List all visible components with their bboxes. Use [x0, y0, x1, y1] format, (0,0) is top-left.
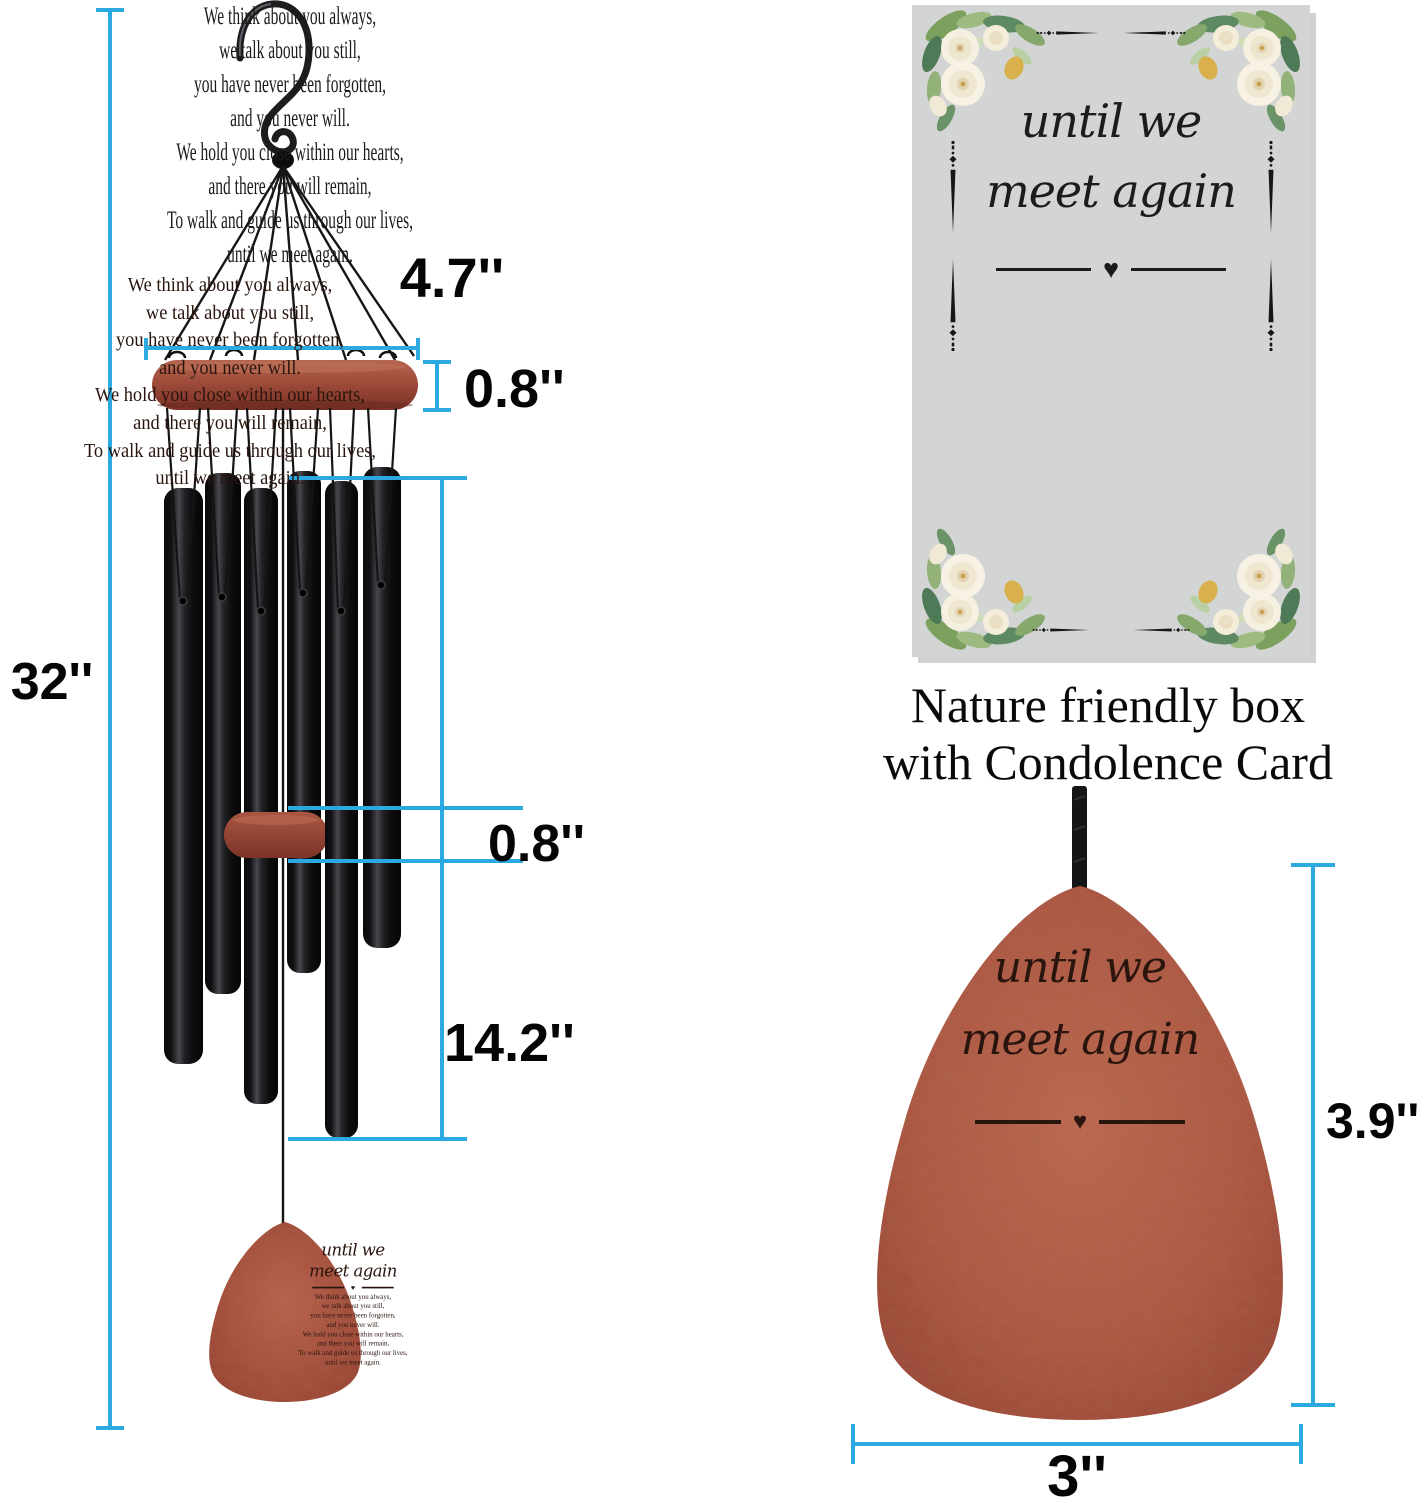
chime-tube	[244, 488, 278, 1104]
poem-line: until we meet again.	[227, 241, 353, 268]
label-sail-width: 3''	[1047, 1444, 1107, 1500]
poem-line: you have never been forgotten,	[310, 1311, 396, 1320]
small-sail-title-line1: until we	[321, 1240, 385, 1260]
chime-tube	[205, 473, 241, 994]
heart-icon: ♥	[1072, 1108, 1088, 1135]
small-sail-engraving	[271, 1240, 436, 1367]
poem-line: and you never will.	[326, 1320, 380, 1329]
sail-title-line1: until we	[993, 942, 1167, 993]
chime-tube	[164, 488, 203, 1064]
label-ring-thickness: 0.8''	[464, 359, 565, 419]
poem-line: until we meet again.	[325, 1358, 381, 1366]
label-tube-length: 14.2''	[444, 1013, 575, 1073]
poem-line: We think about you always,	[203, 3, 377, 30]
poem-line: We hold you close within our hearts,	[176, 139, 404, 166]
small-sail-heart-divider	[271, 1284, 436, 1291]
sail-poem	[18, 272, 441, 493]
divider-line	[362, 1287, 394, 1288]
divider-line	[312, 1287, 344, 1288]
poem-line: and there you will remain,	[133, 411, 327, 434]
card-poem	[110, 0, 470, 272]
poem-line: We think about you always,	[314, 1292, 392, 1301]
sail-closeup	[877, 786, 1283, 1420]
label-striker-thickness: 0.8''	[488, 815, 586, 873]
card-title-line2: meet again	[986, 164, 1236, 218]
caption-line2: with Condolence Card	[883, 734, 1333, 790]
label-sail-height: 3.9''	[1326, 1093, 1420, 1149]
poem-line: We hold you close within our hearts,	[302, 1330, 404, 1338]
poem-line: We think about you always,	[127, 274, 333, 296]
heart-icon: ♥	[350, 1283, 356, 1292]
poem-line: To walk and guide us through our lives,	[166, 207, 414, 234]
poem-line: and there you will remain,	[208, 173, 372, 200]
chime-tubes	[164, 471, 321, 1104]
poem-line: we talk about you still,	[219, 37, 361, 64]
poem-line: and there you will remain,	[316, 1339, 390, 1348]
chime-tube	[287, 471, 321, 973]
small-sail-poem	[271, 1292, 436, 1367]
divider-line	[996, 268, 1091, 271]
poem-line: we talk about you still,	[321, 1302, 385, 1310]
poem-line: until we meet again.	[155, 467, 305, 490]
poem-line: you have never been forgotten,	[115, 329, 345, 352]
card-heart-divider	[912, 256, 1310, 283]
poem-line: To walk and guide us through our lives,	[298, 1348, 408, 1357]
card-title-line1: until we	[1020, 94, 1202, 148]
poem-line: and you never will.	[158, 356, 302, 379]
poem-line: and you never will.	[230, 105, 350, 132]
poem-line: you have never been forgotten,	[193, 71, 387, 98]
divider-line	[1131, 268, 1226, 271]
label-total-height: 32''	[10, 653, 94, 711]
divider-line	[975, 1120, 1061, 1124]
heart-icon: ♥	[1102, 254, 1120, 284]
sail-cord	[1072, 786, 1087, 890]
striker-highlight	[234, 815, 318, 825]
small-sail-title-line2: meet again	[309, 1261, 397, 1281]
sail-title-line2: meet again	[960, 1014, 1200, 1065]
label-hanger-width: 4.7''	[399, 246, 505, 309]
poem-line: we talk about you still,	[145, 301, 315, 324]
poem-line: To walk and guide us through our lives,	[83, 439, 377, 462]
divider-line	[1099, 1120, 1185, 1124]
poem-line: We hold you close within our hearts,	[95, 384, 365, 407]
sail-heart-divider	[880, 1110, 1280, 1134]
caption-line1: Nature friendly box	[910, 677, 1306, 733]
chime-tube	[363, 467, 401, 948]
